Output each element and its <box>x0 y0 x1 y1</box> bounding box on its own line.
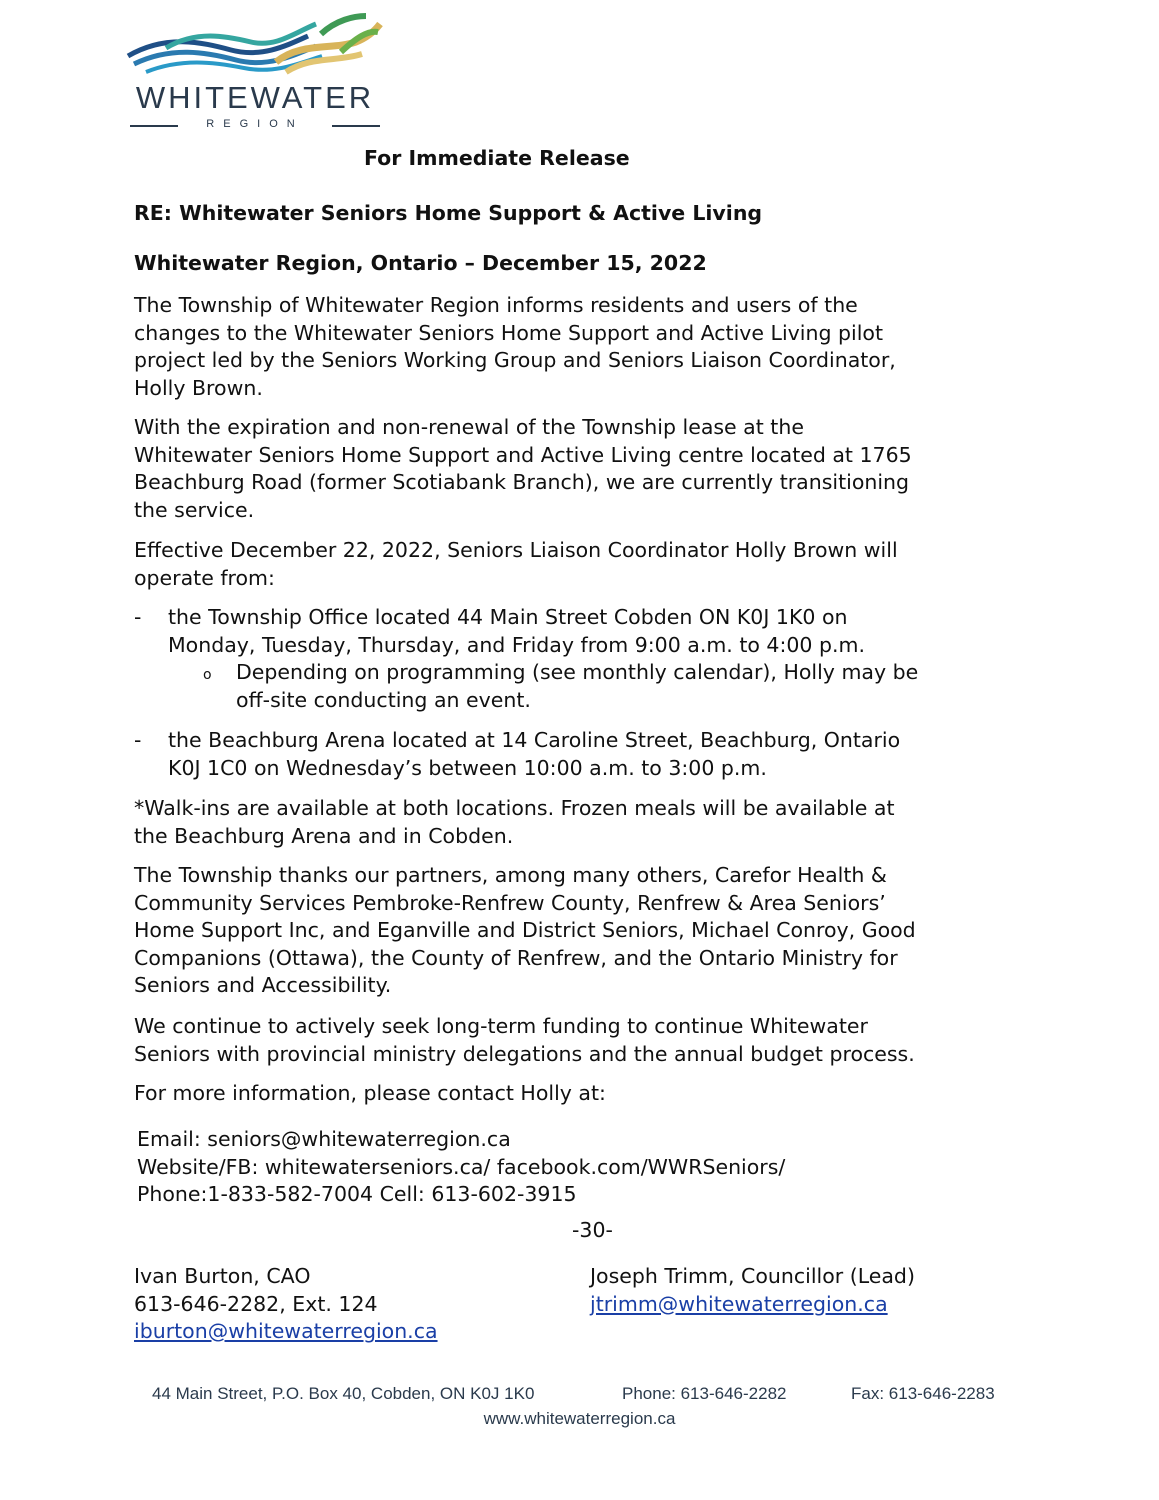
text-line: Home Support Inc, and Eganville and District Seniors, Michael Conroy, Good <box>134 918 916 942</box>
wave-logo-icon <box>126 12 384 84</box>
email-link-iburton[interactable]: iburton@whitewaterregion.ca <box>134 1319 438 1343</box>
text-line: Depending on programming (see monthly calendar), Holly may be <box>236 660 919 684</box>
text-line: off-site conducting an event. <box>236 687 531 712</box>
paragraph-intro <box>134 292 1024 402</box>
contact-email: Email: seniors@whitewaterregion.ca <box>137 1127 511 1151</box>
text-line: the Beachburg Arena and in Cobden. <box>134 823 514 848</box>
paragraph-funding <box>134 1013 1024 1068</box>
logo-subtitle: REGION <box>206 118 304 130</box>
text-line: changes to the Whitewater Seniors Home Support and Active Living pilot <box>134 320 883 345</box>
text-line: Beachburg Road (former Scotiabank Branch), we are currently transitioning <box>134 470 910 494</box>
subject-line: RE: Whitewater Seniors Home Support & Active Living <box>134 201 763 225</box>
text-line: Companions (Ottawa), the County of Renfrew, and the Ontario Ministry for <box>134 945 898 970</box>
sub-bullet-marker: o <box>203 667 212 683</box>
signature-name: Ivan Burton, CAO <box>134 1264 311 1288</box>
contact-phone: Phone:1-833-582-7004 Cell: 613-602-3915 <box>137 1182 577 1206</box>
signature-name: Joseph Trimm, Councillor (Lead) <box>590 1264 915 1288</box>
text-line: Monday, Tuesday, Thursday, and Friday from 9:00 a.m. to 4:00 p.m. <box>168 632 865 657</box>
email-link-jtrimm[interactable]: jtrimm@whitewaterregion.ca <box>590 1291 888 1316</box>
signature-left <box>134 1263 438 1346</box>
logo-wordmark: WHITEWATER <box>135 80 375 115</box>
footer-fax: Fax: 613-646-2283 <box>851 1384 995 1403</box>
bullet-beachburg-arena <box>168 727 1018 782</box>
paragraph-partners <box>134 862 1024 1000</box>
text-line: operate from: <box>134 565 275 590</box>
text-line: The Township of Whitewater Region informs residents and users of the <box>134 293 858 317</box>
text-line: We continue to actively seek long-term funding to continue Whitewater <box>134 1014 868 1038</box>
bullet-dash: - <box>134 605 142 629</box>
contact-block <box>137 1126 785 1209</box>
dateline: Whitewater Region, Ontario – December 15, 2022 <box>134 251 707 275</box>
end-mark: -30- <box>572 1218 613 1242</box>
text-line: the service. <box>134 497 255 522</box>
paragraph-effective <box>134 537 1024 592</box>
paragraph-lease <box>134 414 1024 524</box>
text-line: Community Services Pembroke-Renfrew County, Renfrew & Area Seniors’ <box>134 890 886 915</box>
text-line: the Beachburg Arena located at 14 Caroline Street, Beachburg, Ontario <box>168 728 901 752</box>
text-line: For more information, please contact Holly at: <box>134 1081 606 1105</box>
whitewater-logo <box>126 12 384 134</box>
text-line: K0J 1C0 on Wednesday’s between 10:00 a.m. to 3:00 p.m. <box>168 755 767 780</box>
text-line: Seniors with provincial ministry delegations and the annual budget process. <box>134 1041 915 1066</box>
text-line: Whitewater Seniors Home Support and Active Living centre located at 1765 <box>134 442 912 467</box>
paragraph-contact-intro <box>134 1080 1024 1108</box>
bullet-dash: - <box>134 728 142 752</box>
footer-website: www.whitewaterregion.ca <box>483 1409 676 1428</box>
logo-rule-right <box>332 125 380 127</box>
footer-phone: Phone: 613-646-2282 <box>622 1384 787 1403</box>
sub-bullet-programming <box>236 659 1016 714</box>
text-line: Seniors and Accessibility. <box>134 973 392 997</box>
text-line: Holly Brown. <box>134 375 263 400</box>
contact-website: Website/FB: whitewaterseniors.ca/ facebook.com/WWRSeniors/ <box>137 1154 786 1179</box>
paragraph-walkins <box>134 795 1024 850</box>
signature-right <box>590 1263 915 1318</box>
text-line: Effective December 22, 2022, Seniors Liaison Coordinator Holly Brown will <box>134 538 898 562</box>
text-line: *Walk-ins are available at both locations. Frozen meals will be available at <box>134 796 895 820</box>
bullet-township-office <box>168 604 1018 659</box>
footer-address: 44 Main Street, P.O. Box 40, Cobden, ON K0J 1K0 <box>152 1384 535 1403</box>
text-line: project led by the Seniors Working Group and Seniors Liaison Coordinator, <box>134 348 896 372</box>
signature-phone: 613-646-2282, Ext. 124 <box>134 1291 378 1316</box>
text-line: The Township thanks our partners, among many others, Carefor Health & <box>134 863 887 887</box>
text-line: the Township Office located 44 Main Street Cobden ON K0J 1K0 on <box>168 605 848 629</box>
text-line: With the expiration and non-renewal of the Township lease at the <box>134 415 804 439</box>
release-label: For Immediate Release <box>364 146 630 170</box>
